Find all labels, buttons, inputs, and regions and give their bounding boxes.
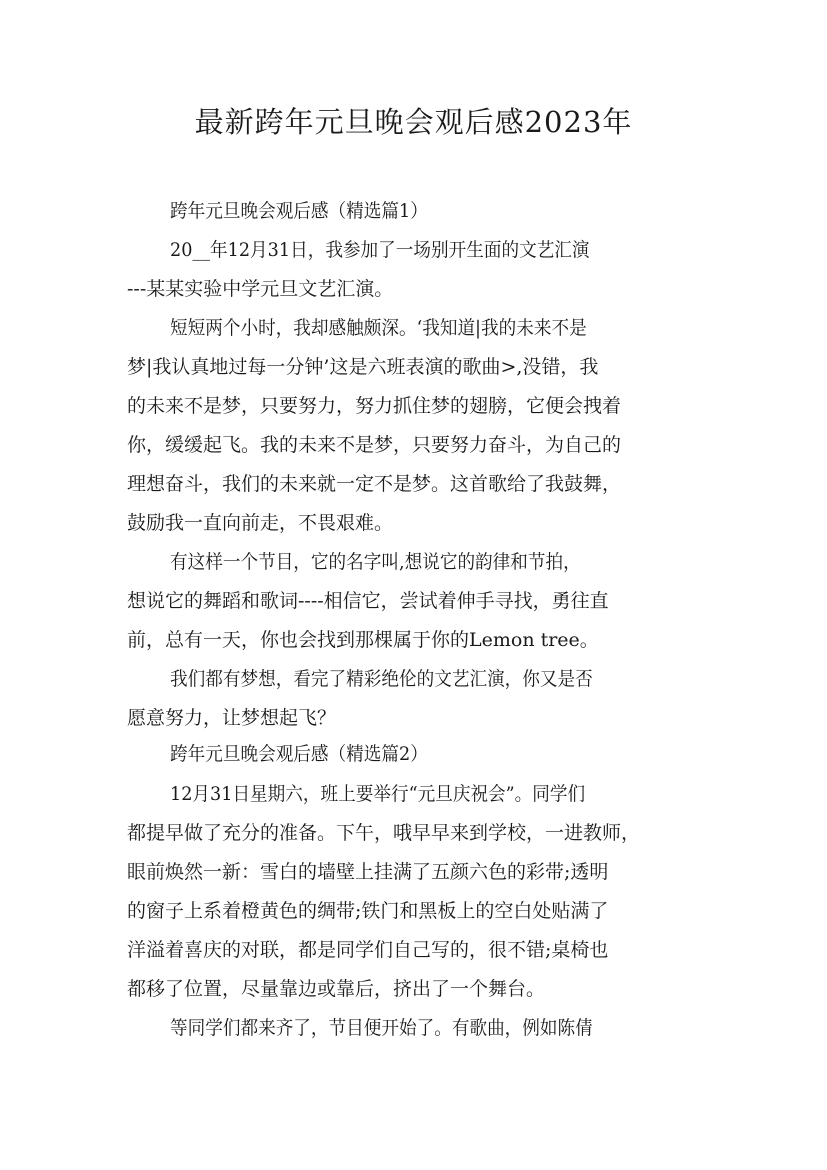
section-heading-1: 跨年元旦晚会观后感（精选篇1）: [170, 200, 428, 222]
paragraph-line: 12月31日星期六，班上要举行“元旦庆祝会”。同学们: [170, 783, 586, 805]
paragraph-line: 都提早做了充分的准备。下午，哦早早来到学校，一进教师，: [127, 822, 641, 844]
paragraph-line: 的未来不是梦，只要努力，努力抓住梦的翅膀，它便会拽着: [127, 395, 622, 417]
paragraph-line: 的窗子上系着橙黄色的绸带;铁门和黑板上的空白处贴满了: [127, 900, 609, 922]
paragraph-line: 梦|我认真地过每一分钟’这是六班表演的歌曲>,没错，我: [127, 356, 599, 378]
section-heading-2: 跨年元旦晚会观后感（精选篇2）: [170, 743, 428, 765]
paragraph-line: 你，缓缓起飞。我的未来不是梦，只要努力奋斗，为自己的: [127, 434, 622, 456]
paragraph-line: 洋溢着喜庆的对联，都是同学们自己写的，很不错;桌椅也: [127, 939, 609, 961]
paragraph-line: 愿意努力，让梦想起飞？: [127, 707, 337, 729]
paragraph-line: 20__年12月31日，我参加了一场别开生面的文艺汇演: [170, 239, 590, 261]
document-title: 最新跨年元旦晚会观后感2023年: [194, 105, 633, 139]
paragraph-line: 有这样一个节目，它的名字叫,想说它的韵律和节拍，: [170, 551, 581, 573]
paragraph-line: 鼓励我一直向前走，不畏艰难。: [127, 512, 394, 534]
paragraph-line: 我们都有梦想，看完了精彩绝伦的文艺汇演，你又是否: [170, 668, 593, 690]
paragraph-line: 等同学们都来齐了，节目便开始了。有歌曲，例如陈倩: [170, 1017, 593, 1039]
paragraph-line: 理想奋斗，我们的未来就一定不是梦。这首歌给了我鼓舞，: [127, 473, 622, 495]
paragraph-line: 短短两个小时，我却感触颇深。‘我知道|我的未来不是: [170, 317, 587, 339]
paragraph-line: 都移了位置，尽量靠边或靠后，挤出了一个舞台。: [127, 978, 546, 1000]
paragraph-line: 想说它的舞蹈和歌词----相信它，尝试着伸手寻找，勇往直: [127, 590, 609, 612]
paragraph-line: 前，总有一天，你也会找到那棵属于你的Lemon tree。: [127, 629, 599, 651]
paragraph-line: ---某某实验中学元旦文艺汇演。: [127, 278, 394, 300]
paragraph-line: 眼前焕然一新：雪白的墙壁上挂满了五颜六色的彩带;透明: [127, 861, 609, 883]
